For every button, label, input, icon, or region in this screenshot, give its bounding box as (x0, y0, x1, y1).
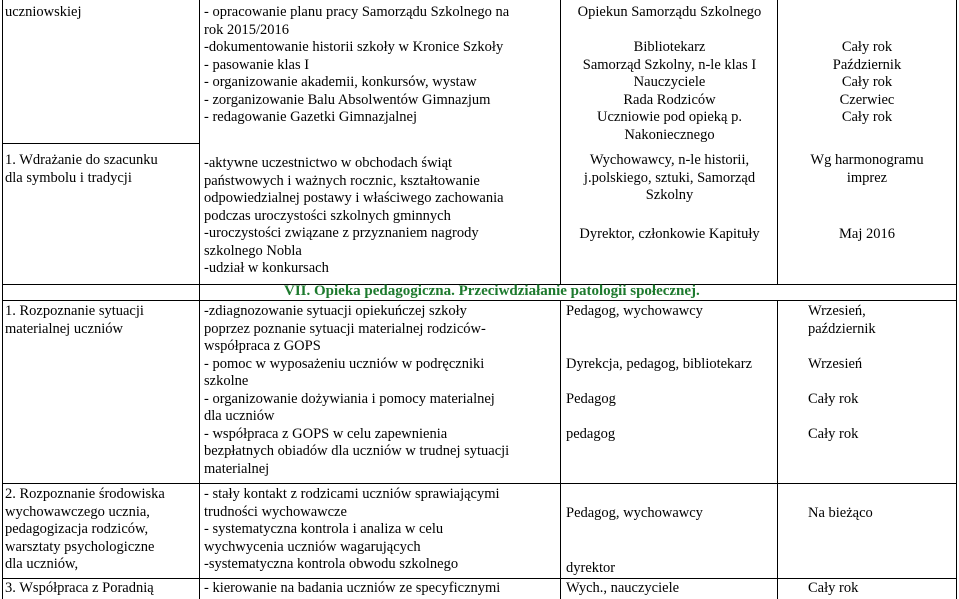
text-line: j.polskiego, sztuki, Samorząd (583, 169, 756, 186)
text-line: Samorząd Szkolny, n-le klas I (582, 56, 757, 73)
bottom-col2-text: - kierowanie na badania uczniów ze specyficznymi (204, 580, 501, 596)
text-line: Październik (832, 56, 902, 73)
environment-col2-text (204, 486, 500, 574)
text-line: - zorganizowanie Balu Absolwentów Gimnazjum (204, 91, 491, 108)
text-line: szkolnego Nobla (204, 242, 302, 259)
text-line: poprzez poznanie sytuacji materialnej rodziców- (204, 320, 486, 337)
text-line: bezpłatnych obiadów dla uczniów w trudnej sytuacji (204, 443, 510, 459)
symbol-col3a-text (561, 152, 778, 205)
text-line: - stały kontakt z rodzicami uczniów sprawiającymi (204, 486, 500, 502)
row-divider-5 (2, 578, 957, 579)
text-line: dla uczniów, (5, 556, 79, 572)
text-line: Cały rok (808, 390, 859, 407)
text-line: Bibliotekarz (633, 39, 706, 55)
bottom-col3-text: Wych., nauczyciele (566, 580, 680, 596)
text-line: wychowawczego ucznia, (5, 503, 150, 520)
text-line: odpowiedzialnej postawy i właściwego zachowania (204, 190, 504, 206)
text-line: Dyrekcja, pedagog, bibliotekarz (566, 355, 753, 372)
text-line (566, 338, 752, 356)
text-line: - współpraca z GOPS w celu zapewnienia (204, 425, 448, 442)
text-line: Pedagog (566, 390, 616, 407)
text-line (808, 408, 876, 426)
section-heading: VII. Opieka pedagogiczna. Przeciwdziałanie patologii społecznej. (284, 283, 700, 299)
text-line: Wychowawcy, n-le historii, (589, 152, 750, 168)
text-line: Cały rok (841, 74, 893, 90)
row-divider-4 (2, 483, 957, 484)
text-line: Czerwiec (839, 91, 895, 108)
text-line: Szkolny (645, 187, 694, 203)
text-line: Pedagog, wychowawcy (566, 303, 703, 319)
text-line (778, 22, 956, 40)
top-col2-text (204, 4, 509, 127)
bottom-col4-text: Cały rok (808, 580, 859, 596)
text-line (778, 4, 956, 22)
symbol-col4b-text: Maj 2016 (839, 226, 895, 242)
text-line: pedagogizacja rodziców, (5, 521, 149, 537)
symbol-col1-text (5, 152, 158, 187)
text-line: Wrzesień (808, 355, 863, 372)
top-col4-text (778, 4, 956, 127)
environment-col1-text (5, 486, 165, 574)
table-divider-col2-lower (560, 300, 561, 599)
text-line: Cały rok (841, 109, 893, 125)
symbol-col3b-text: Dyrektor, członkowie Kapituły (579, 226, 760, 242)
text-line (561, 22, 778, 40)
text-line: Wg harmonogramu (810, 152, 924, 168)
text-line: - opracowanie planu pracy Samorządu Szkolnego na (204, 4, 510, 20)
text-line: - organizowanie dożywiania i pomocy materialnej (204, 390, 495, 407)
text-line: Nauczyciele (633, 74, 706, 90)
material-col2-text (204, 303, 509, 478)
text-line (566, 321, 752, 339)
text-line: szkolne (204, 373, 249, 389)
text-line: -zdiagnozowanie sytuacji opiekuńczej szkoły (204, 303, 467, 319)
text-line: 1. Rozpoznanie sytuacji (5, 303, 144, 319)
material-col1-text (5, 303, 144, 338)
text-line: -udział w konkursach (204, 260, 329, 276)
row-divider-1 (2, 143, 200, 144)
text-line: - organizowanie akademii, konkursów, wystaw (204, 74, 477, 90)
text-line: uczniowskiej (5, 4, 82, 20)
text-line: Uczniowie pod opieką p. (597, 109, 742, 125)
text-line: warsztaty psychologiczne (5, 538, 155, 555)
text-line: - pomoc w wyposażeniu uczniów w podręczniki (204, 355, 485, 372)
text-line: materialnej (204, 460, 270, 477)
text-line: 1. Wdrażanie do szacunku (5, 152, 158, 168)
material-col4-text (808, 303, 876, 443)
text-line: Wrzesień, (808, 303, 866, 319)
text-line: współpraca z GOPS (204, 338, 321, 354)
bottom-col1-text: 3. Współpraca z Poradnią (5, 580, 154, 596)
text-line (566, 373, 752, 391)
text-line: materialnej uczniów (5, 320, 123, 337)
text-line (566, 408, 752, 426)
text-line: pedagog (566, 425, 616, 442)
text-line: dla uczniów (204, 408, 275, 424)
text-line: 2. Rozpoznanie środowiska (5, 486, 165, 502)
top-col3-text (561, 4, 778, 144)
text-line: -dokumentowanie historii szkoły w Kronice Szkoły (204, 39, 504, 55)
text-line: Cały rok (808, 425, 859, 442)
text-line: podczas uroczystości szkolnych gminnych (204, 207, 451, 224)
text-line: trudności wychowawcze (204, 503, 347, 520)
text-line: - redagowanie Gazetki Gimnazjalnej (204, 109, 417, 125)
text-line: -aktywne uczestnictwo w obchodach świąt (204, 155, 453, 171)
text-line: -uroczystości związane z przyznaniem nagrody (204, 225, 479, 241)
text-line: rok 2015/2016 (204, 21, 289, 38)
environment-col3b-text: dyrektor (566, 560, 616, 576)
symbol-col2-text (204, 155, 504, 278)
environment-col4-text: Na bieżąco (808, 505, 873, 521)
material-col3-text (566, 303, 752, 443)
symbol-col4a-text (778, 152, 956, 187)
text-line: wychwycenia uczniów wagarujących (204, 538, 421, 555)
text-line: Rada Rodziców (623, 91, 716, 108)
text-line: -systematyczna kontrola obwodu szkolnego (204, 556, 459, 572)
text-line: imprez (846, 169, 888, 186)
environment-col3a-text: Pedagog, wychowawcy (566, 505, 703, 521)
top-col1-text (5, 4, 82, 22)
table-divider-col3-lower (777, 300, 778, 599)
text-line: - pasowanie klas I (204, 56, 310, 73)
text-line (808, 373, 876, 391)
text-line: Cały rok (841, 39, 893, 55)
text-line: Opiekun Samorządu Szkolnego (577, 4, 762, 20)
text-line: Nakoniecznego (624, 126, 715, 143)
text-line: państwowych i ważnych rocznic, kształtowanie (204, 172, 480, 189)
text-line (808, 338, 876, 356)
text-line: - systematyczna kontrola i analiza w celu (204, 521, 444, 537)
text-line: październik (808, 320, 876, 337)
text-line: dla symbolu i tradycji (5, 169, 132, 186)
